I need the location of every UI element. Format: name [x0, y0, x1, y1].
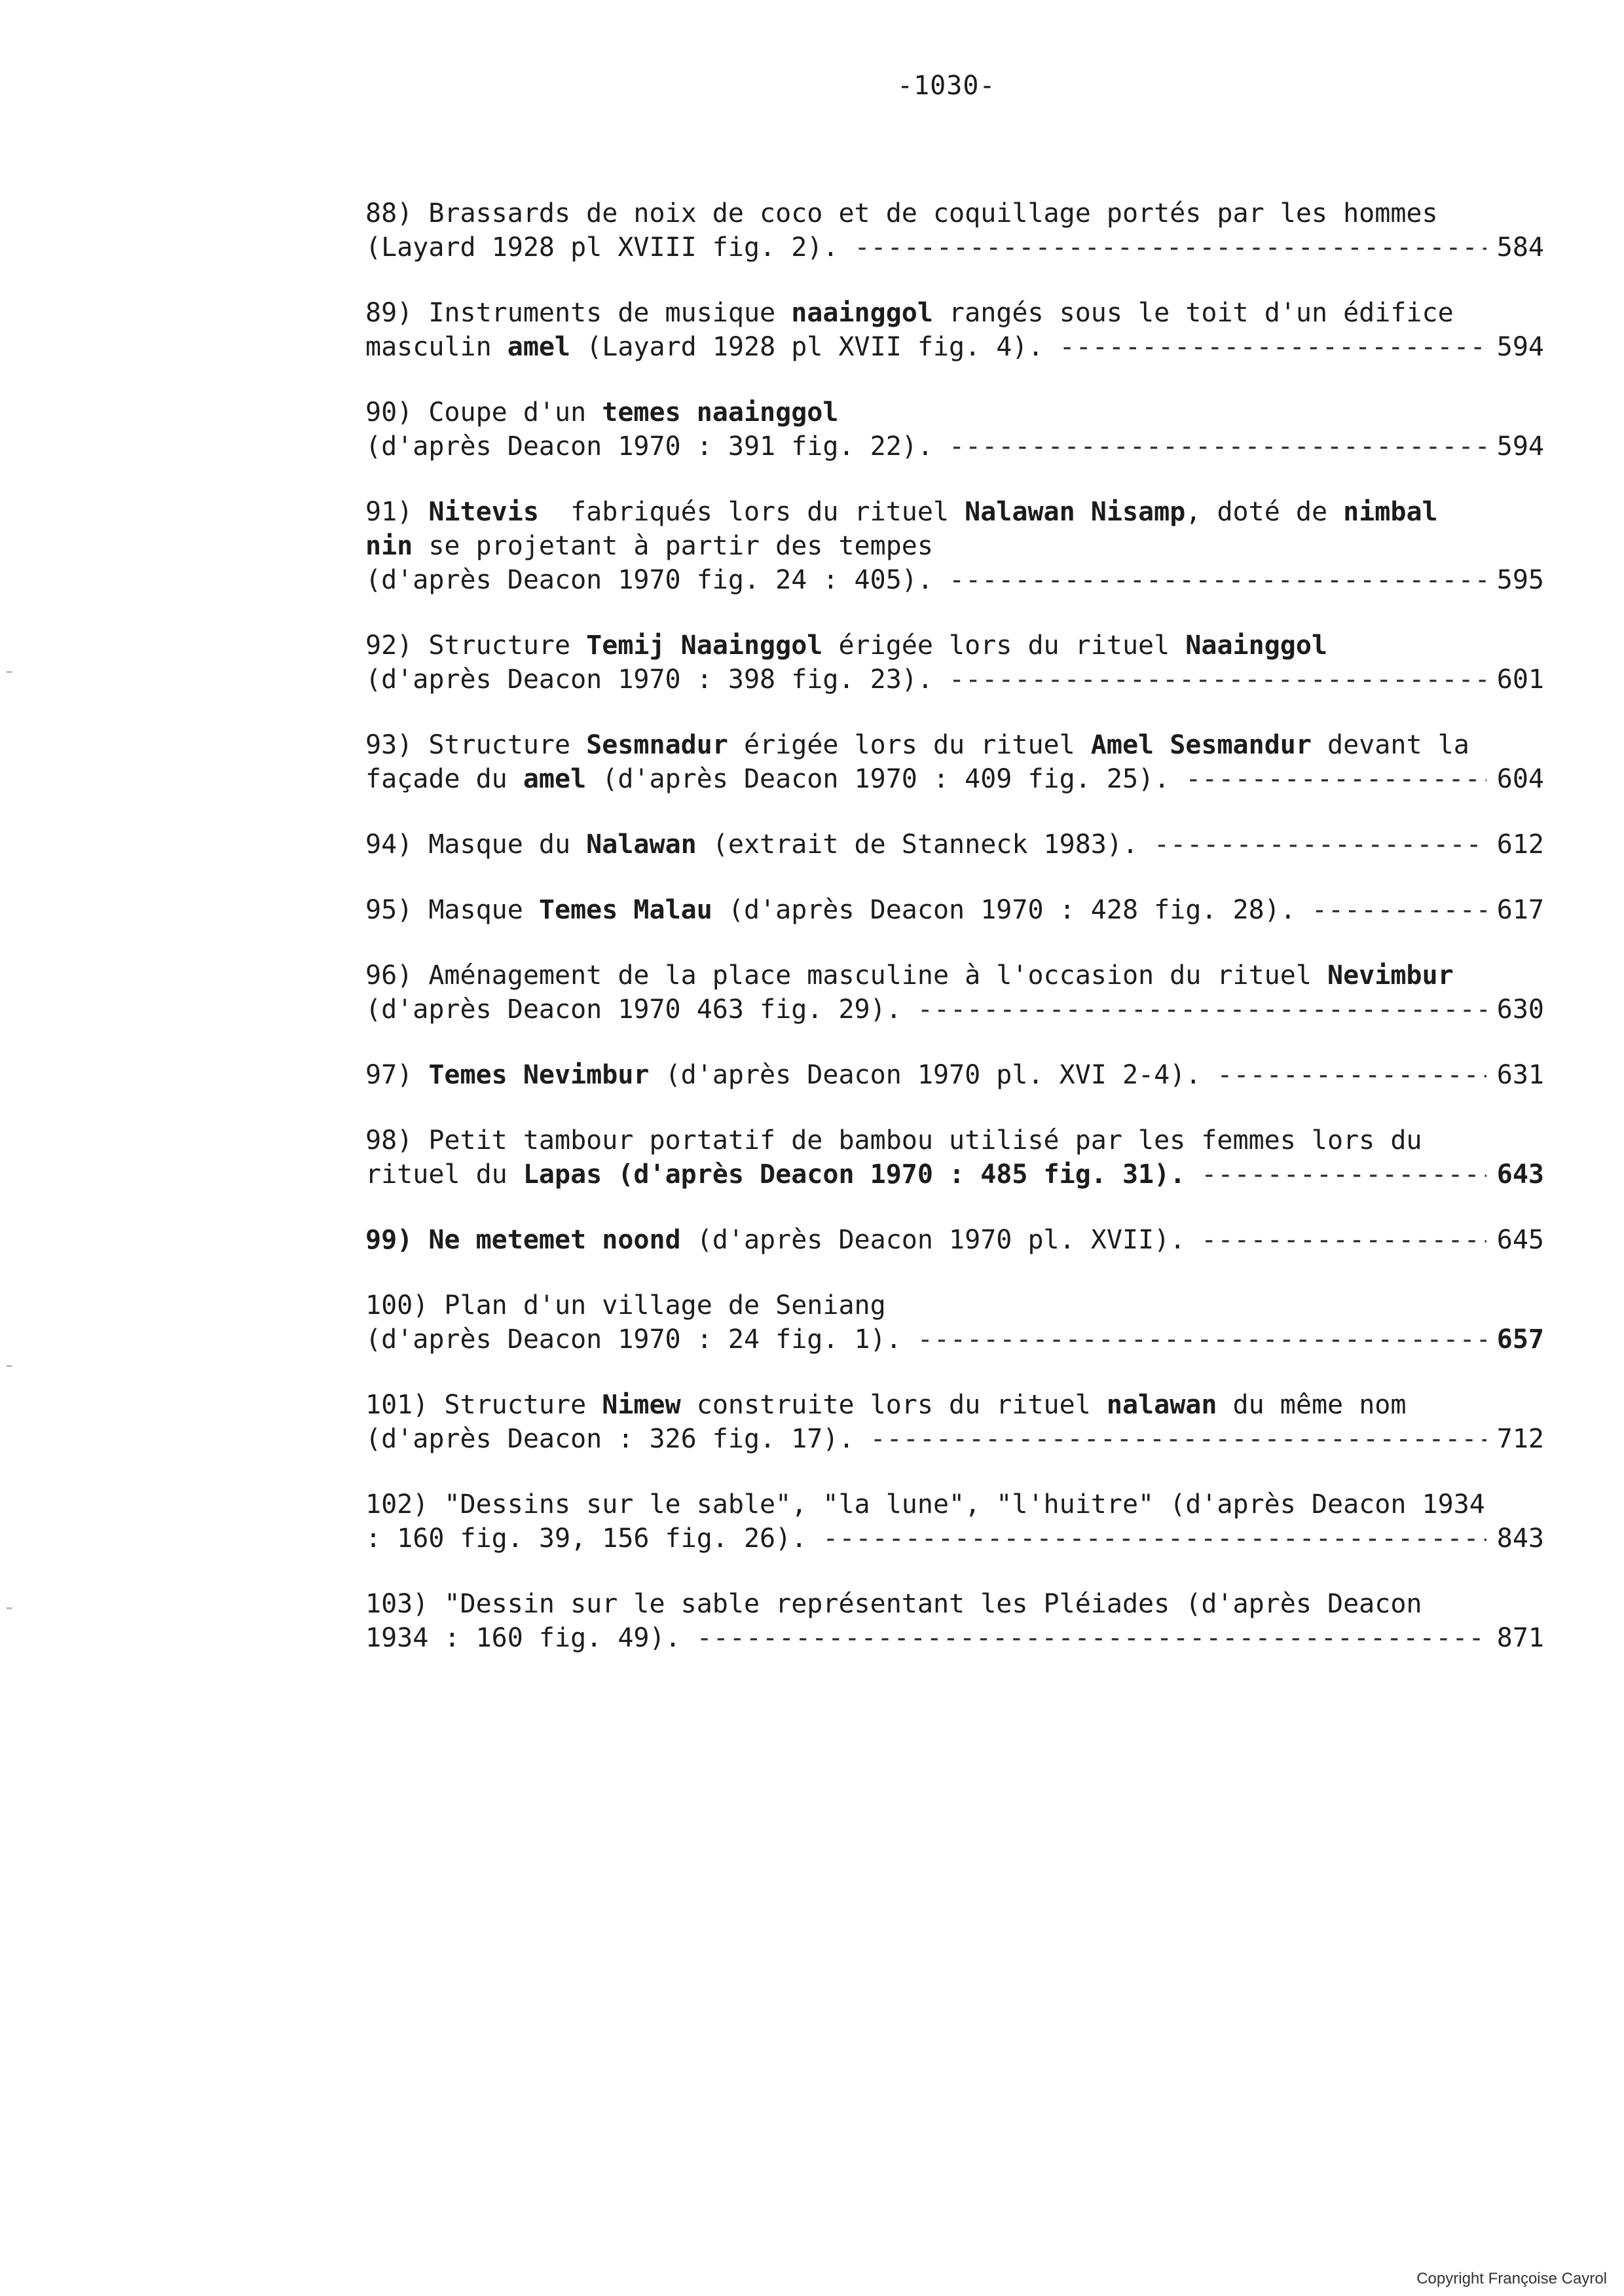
- text-run: rangés sous le toit d'un édifice: [932, 298, 1454, 328]
- bold-term: Naainggol: [1185, 630, 1328, 661]
- text-run: 92) Structure: [365, 630, 587, 661]
- bold-term: Nitevis: [428, 497, 539, 527]
- bold-term: Sesmnadur: [586, 730, 728, 760]
- entry-text: [365, 1058, 1201, 1092]
- text-run: construite lors du rituel: [680, 1390, 1107, 1420]
- text-run: (d'après Deacon 1970 pl. XVII).: [680, 1225, 1186, 1255]
- entry-text: [365, 629, 1327, 663]
- page-reference: 595: [1496, 565, 1544, 595]
- copyright-notice: Copyright Françoise Cayrol: [1416, 2270, 1607, 2287]
- scan-mark: [7, 1607, 12, 1609]
- entry-text: [365, 663, 933, 697]
- entry-line: [365, 1422, 1544, 1456]
- text-run: (d'après Deacon : 326 fig. 17).: [365, 1424, 855, 1454]
- bold-term: Temij Naainggol: [586, 630, 823, 661]
- entry-text: [365, 1621, 681, 1655]
- figure-entry: [365, 958, 1544, 1027]
- entry-text: [365, 1123, 1422, 1157]
- entry-line: [365, 1388, 1544, 1422]
- bold-term: amel: [523, 764, 587, 794]
- figure-entry: [365, 828, 1544, 862]
- entry-text: [365, 828, 1138, 862]
- entry-text: [365, 1322, 902, 1357]
- figure-entry: [365, 1487, 1544, 1556]
- page-reference: 645: [1496, 1225, 1544, 1255]
- figure-entry: [365, 395, 1544, 464]
- page-reference: 631: [1496, 1060, 1544, 1090]
- text-run: (d'après Deacon 1970 463 fig. 29).: [365, 994, 902, 1025]
- entry-line: [365, 629, 1544, 663]
- entry-line: [365, 1223, 1544, 1257]
- bold-term: Nalawan: [586, 829, 697, 860]
- bold-term: naainggol: [791, 298, 933, 328]
- figure-entry: [365, 1123, 1544, 1192]
- scan-mark: [7, 671, 12, 673]
- dot-leader: [949, 429, 1486, 464]
- entry-text: [365, 495, 1438, 529]
- text-run: 93) Structure: [365, 730, 587, 760]
- figure-entry: [365, 1388, 1544, 1456]
- entry-text: [365, 395, 838, 429]
- page-reference: 712: [1496, 1424, 1544, 1454]
- figure-entry: [365, 495, 1544, 597]
- text-run: 103) "Dessin sur le sable représentant les Pléiades (d'après Deacon: [365, 1589, 1422, 1619]
- entry-line: [365, 196, 1544, 230]
- entry-line: [365, 1157, 1544, 1192]
- text-run: 98) Petit tambour portatif de bambou utilisé par les femmes lors du: [365, 1125, 1422, 1156]
- entry-line: [365, 993, 1544, 1027]
- entry-text: [365, 563, 933, 597]
- text-run: masculin: [365, 332, 507, 362]
- dot-leader: [917, 993, 1486, 1027]
- text-run: : 160 fig. 39, 156 fig. 26).: [365, 1523, 807, 1554]
- text-run: 90) Coupe d'un: [365, 397, 602, 428]
- entry-line: [365, 663, 1544, 697]
- text-run: (Layard 1928 pl XVIII fig. 2).: [365, 232, 839, 263]
- entry-text: [365, 762, 1170, 796]
- entry-text: [365, 1587, 1422, 1621]
- bold-term: Temes Nevimbur: [428, 1060, 650, 1090]
- scan-mark: [7, 1365, 12, 1367]
- bold-term: temes naainggol: [602, 397, 839, 428]
- dot-leader: [1060, 330, 1486, 364]
- dot-leader: [1217, 1058, 1486, 1092]
- bold-term: nin: [365, 531, 413, 561]
- entry-text: [365, 1422, 855, 1456]
- text-run: érigée lors du rituel: [822, 630, 1186, 661]
- entry-text: [365, 728, 1469, 762]
- text-run: (d'après Deacon 1970 : 428 fig. 28).: [712, 895, 1296, 925]
- bold-term: amel: [507, 332, 571, 362]
- entry-line: [365, 230, 1544, 264]
- entry-line: [365, 958, 1544, 993]
- entry-line: [365, 762, 1544, 796]
- text-run: façade du: [365, 764, 523, 794]
- dot-leader: [870, 1422, 1486, 1456]
- figure-entry: [365, 629, 1544, 697]
- page-reference: 594: [1496, 332, 1544, 362]
- text-run: (d'après Deacon 1970 : 24 fig. 1).: [365, 1324, 902, 1355]
- entry-text: [365, 196, 1438, 230]
- text-run: devant la: [1311, 730, 1469, 760]
- entry-line: [365, 1058, 1544, 1092]
- entry-text: [365, 1223, 1185, 1257]
- bold-term: Amel Sesmandur: [1090, 730, 1312, 760]
- page-reference: 843: [1496, 1523, 1544, 1554]
- entry-text: [365, 993, 902, 1027]
- figure-entry: [365, 1223, 1544, 1257]
- text-run: (extrait de Stanneck 1983).: [696, 829, 1139, 860]
- bold-term: Nalawan Nisamp: [965, 497, 1186, 527]
- entry-line: [365, 529, 1544, 563]
- text-run: (d'après Deacon 1970 : 398 fig. 23).: [365, 665, 933, 695]
- bold-term: Nimew: [602, 1390, 681, 1420]
- entry-line: [365, 395, 1544, 429]
- page-reference: 657: [1496, 1324, 1544, 1355]
- entry-text: [365, 1157, 1185, 1192]
- entry-line: [365, 330, 1544, 364]
- bold-term: nimbal: [1343, 497, 1438, 527]
- text-run: 97): [365, 1060, 429, 1090]
- page-reference: 594: [1496, 431, 1544, 462]
- figure-entry: [365, 728, 1544, 796]
- entry-text: [365, 1487, 1485, 1522]
- figure-entry: [365, 1058, 1544, 1092]
- dot-leader: [949, 663, 1486, 697]
- entry-line: [365, 1522, 1544, 1556]
- entry-line: [365, 1621, 1544, 1655]
- dot-leader: [917, 1322, 1486, 1357]
- entry-line: [365, 828, 1544, 862]
- figure-list: [365, 196, 1544, 1686]
- entry-line: [365, 1123, 1544, 1157]
- entry-text: [365, 1288, 886, 1322]
- text-run: érigée lors du rituel: [728, 730, 1091, 760]
- bold-term: 99) Ne metemet noond: [365, 1225, 681, 1255]
- entry-text: [365, 1388, 1406, 1422]
- page-reference: 604: [1496, 764, 1544, 794]
- entry-line: [365, 495, 1544, 529]
- dot-leader: [854, 230, 1486, 264]
- entry-line: [365, 1487, 1544, 1522]
- bold-term: Lapas (d'après Deacon 1970 : 485 fig. 31).: [523, 1159, 1186, 1190]
- text-run: 95) Masque: [365, 895, 539, 925]
- text-run: 1934 : 160 fig. 49).: [365, 1623, 681, 1653]
- page-reference: 617: [1496, 895, 1544, 925]
- text-run: 102) "Dessins sur le sable", "la lune", "l'huitre" (d'après Deacon 1934: [365, 1489, 1485, 1520]
- page-reference: 630: [1496, 994, 1544, 1025]
- text-run: (Layard 1928 pl XVII fig. 4).: [570, 332, 1044, 362]
- text-run: 88) Brassards de noix de coco et de coquillage portés par les hommes: [365, 198, 1438, 228]
- entry-line: [365, 1587, 1544, 1621]
- entry-text: [365, 230, 838, 264]
- dot-leader: [1201, 1223, 1486, 1257]
- entry-line: [365, 429, 1544, 464]
- text-run: (d'après Deacon 1970 fig. 24 : 405).: [365, 565, 933, 595]
- text-run: , doté de: [1185, 497, 1344, 527]
- figure-entry: [365, 1288, 1544, 1357]
- bold-term: nalawan: [1106, 1390, 1217, 1420]
- text-run: (d'après Deacon 1970 : 409 fig. 25).: [586, 764, 1170, 794]
- figure-entry: [365, 1587, 1544, 1655]
- dot-leader: [1185, 762, 1486, 796]
- text-run: se projetant à partir des tempes: [413, 531, 933, 561]
- figure-entry: [365, 893, 1544, 927]
- figure-entry: [365, 296, 1544, 364]
- dot-leader: [1201, 1157, 1486, 1192]
- entry-text: [365, 1522, 807, 1556]
- bold-term: Temes Malau: [538, 895, 712, 925]
- dot-leader: [697, 1621, 1486, 1655]
- text-run: 91): [365, 497, 429, 527]
- entry-text: [365, 296, 1454, 330]
- text-run: rituel du: [365, 1159, 523, 1190]
- dot-leader: [1312, 893, 1486, 927]
- text-run: (d'après Deacon 1970 pl. XVI 2-4).: [649, 1060, 1202, 1090]
- page-reference: 643: [1496, 1159, 1544, 1190]
- text-run: du même nom: [1217, 1390, 1407, 1420]
- page-reference: 612: [1496, 829, 1544, 860]
- text-run: 94) Masque du: [365, 829, 587, 860]
- entry-line: [365, 1288, 1544, 1322]
- entry-text: [365, 429, 933, 464]
- dot-leader: [1154, 828, 1486, 862]
- entry-line: [365, 728, 1544, 762]
- page-number: -1030-: [897, 71, 996, 101]
- entry-text: [365, 893, 1296, 927]
- page-reference: 601: [1496, 665, 1544, 695]
- text-run: fabriqués lors du rituel: [538, 497, 965, 527]
- dot-leader: [949, 563, 1486, 597]
- entry-line: [365, 563, 1544, 597]
- text-run: (d'après Deacon 1970 : 391 fig. 22).: [365, 431, 933, 462]
- text-run: 89) Instruments de musique: [365, 298, 792, 328]
- dot-leader: [822, 1522, 1486, 1556]
- entry-text: [365, 958, 1454, 993]
- figure-entry: [365, 196, 1544, 264]
- page-reference: 584: [1496, 232, 1544, 263]
- entry-line: [365, 1322, 1544, 1357]
- entry-line: [365, 296, 1544, 330]
- text-run: 96) Aménagement de la place masculine à l'occasion du rituel: [365, 960, 1328, 991]
- entry-text: [365, 330, 1044, 364]
- entry-line: [365, 893, 1544, 927]
- page-reference: 871: [1496, 1623, 1544, 1653]
- bold-term: Nevimbur: [1327, 960, 1454, 991]
- text-run: 100) Plan d'un village de Seniang: [365, 1290, 886, 1321]
- entry-text: [365, 529, 933, 563]
- text-run: 101) Structure: [365, 1390, 602, 1420]
